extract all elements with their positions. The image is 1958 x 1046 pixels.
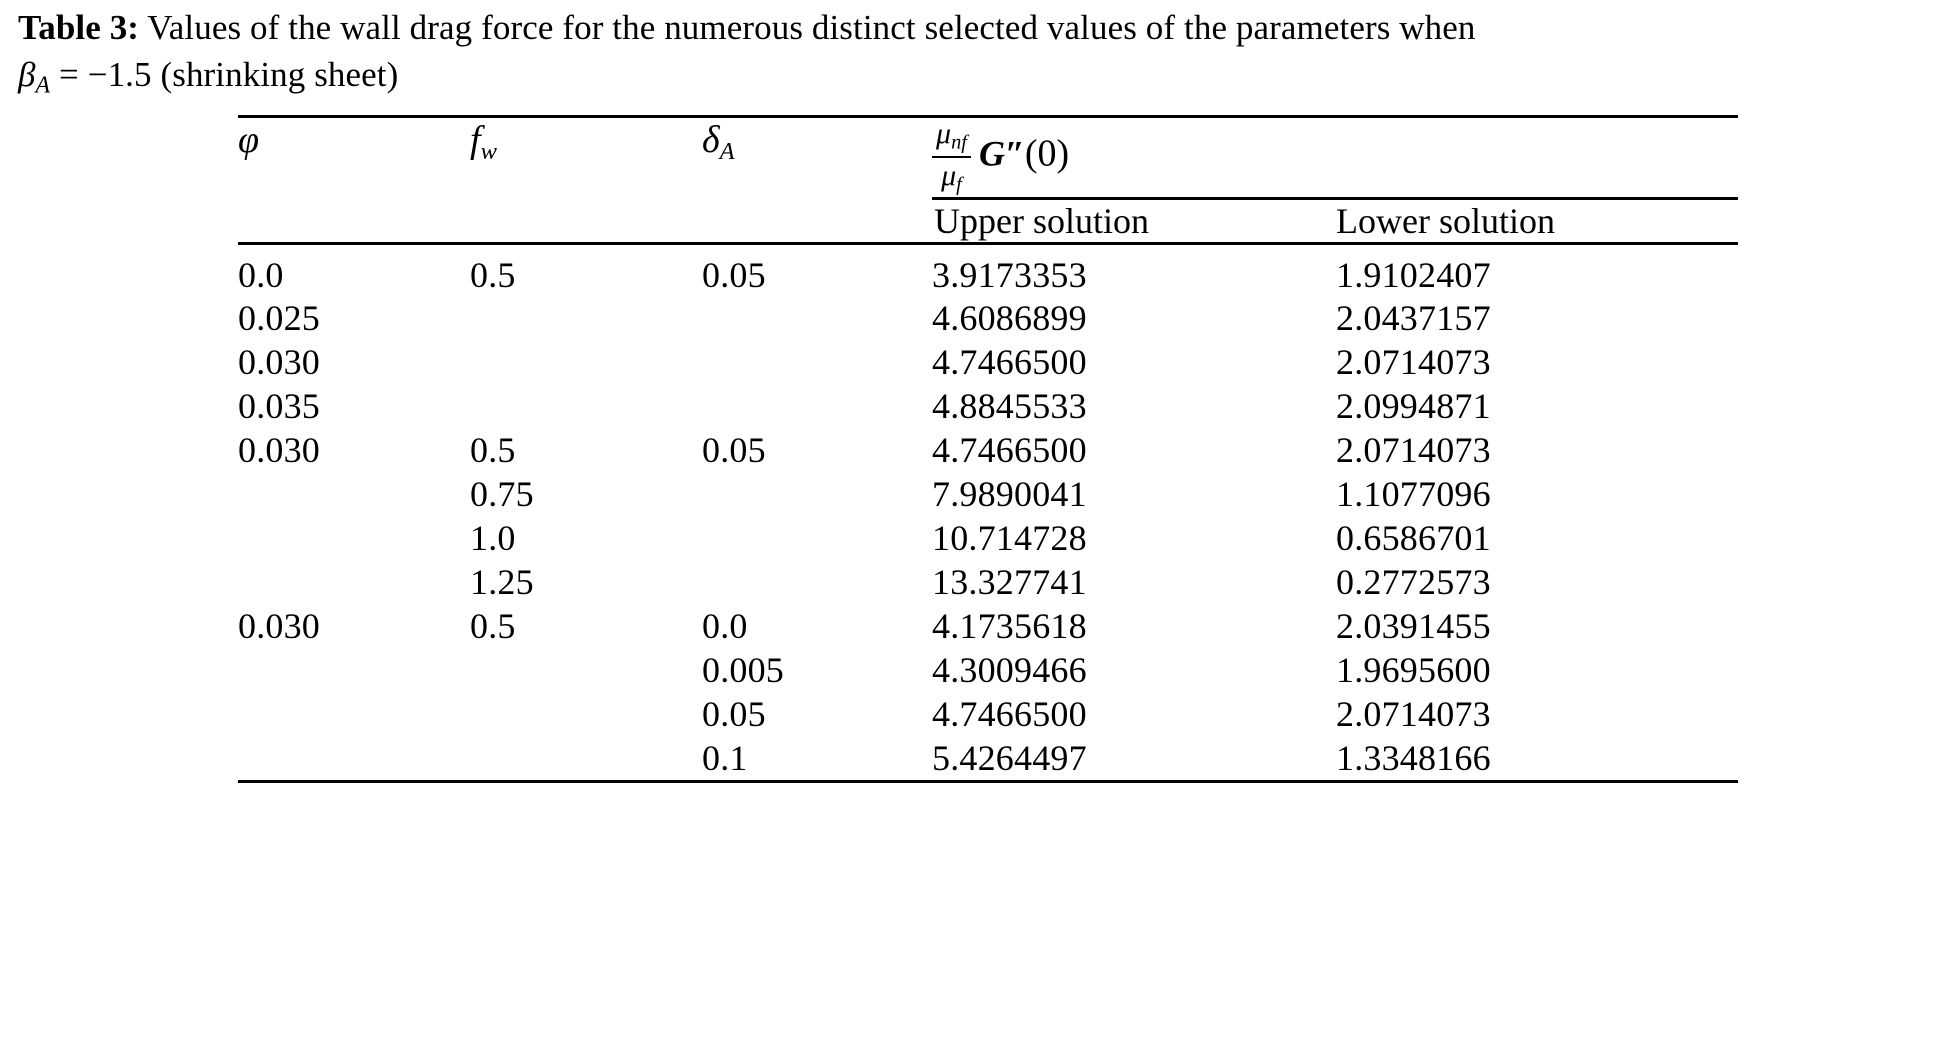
results-table	[238, 115, 1738, 794]
cell-fw	[470, 341, 702, 385]
cell-upper: 3.9173353	[932, 254, 1087, 295]
cell-upper: 4.6086899	[932, 298, 1087, 339]
cell-upper: 10.714728	[932, 518, 1087, 558]
delta-symbol: δ	[702, 118, 720, 161]
beta-value: = −1.5 (shrinking sheet)	[50, 54, 399, 94]
cell-lower: 1.9102407	[1336, 254, 1491, 295]
cell-upper: 4.1735618	[932, 605, 1087, 646]
cell-delta	[702, 561, 932, 605]
table-caption-line2	[18, 53, 1930, 101]
table-row	[238, 605, 1738, 649]
table-row	[238, 429, 1738, 473]
table-row	[238, 297, 1738, 341]
cell-delta	[702, 297, 932, 341]
table-bottom-rule	[238, 782, 1738, 794]
cell-lower: 2.0714073	[1336, 693, 1491, 734]
cell-delta	[702, 473, 932, 517]
cell-lower: 0.6586701	[1336, 518, 1491, 558]
table-row	[238, 561, 1738, 605]
beta-symbol: β	[18, 54, 36, 94]
viscosity-ratio-fraction	[932, 118, 971, 197]
cell-phi	[238, 693, 470, 737]
table-caption-label: Table 3:	[18, 8, 140, 47]
cell-delta: 0.1	[702, 737, 748, 778]
mu-nf-subscript: nf	[951, 131, 967, 154]
cell-phi	[238, 561, 470, 605]
cell-upper: 4.7466500	[932, 693, 1087, 734]
subheader-empty-delta	[702, 200, 932, 244]
cell-phi	[238, 517, 470, 561]
subheader-empty-phi	[238, 200, 470, 244]
table-header-row	[238, 118, 1738, 198]
header-delta	[702, 118, 932, 198]
delta-subscript: A	[719, 137, 735, 165]
cell-lower: 2.0391455	[1336, 605, 1491, 646]
cell-fw	[470, 649, 702, 693]
table-row	[238, 649, 1738, 693]
fraction-numerator	[932, 118, 971, 158]
subheader-empty-fw	[470, 200, 702, 244]
mu-f-symbol: μ	[941, 159, 957, 193]
subheader-lower-solution: Lower solution	[1336, 200, 1555, 241]
cell-lower: 2.0714073	[1336, 430, 1491, 471]
cell-upper: 4.8845533	[932, 386, 1087, 427]
cell-lower: 1.3348166	[1336, 737, 1491, 778]
beta-subscript: A	[35, 72, 51, 99]
cell-upper: 4.7466500	[932, 342, 1087, 383]
cell-phi	[238, 737, 470, 782]
cell-delta	[702, 341, 932, 385]
cell-fw: 0.75	[470, 474, 534, 515]
cell-lower: 1.1077096	[1336, 474, 1491, 515]
mu-nf-symbol: μ	[936, 116, 952, 150]
cell-fw	[470, 297, 702, 341]
cell-fw	[470, 737, 702, 782]
cell-delta: 0.05	[702, 430, 766, 471]
g-double-prime-symbol: G″	[978, 133, 1025, 174]
cell-phi: 0.025	[238, 298, 320, 339]
cell-lower: 0.2772573	[1336, 561, 1491, 602]
cell-upper: 4.3009466	[932, 649, 1087, 690]
table-container	[238, 115, 1738, 794]
cell-delta: 0.05	[702, 254, 766, 295]
cell-phi	[238, 649, 470, 693]
cell-fw: 0.5	[470, 605, 516, 646]
header-fw	[470, 118, 702, 198]
cell-fw: 0.5	[470, 254, 516, 295]
cell-upper: 13.327741	[932, 561, 1087, 602]
cell-fw: 1.25	[470, 561, 534, 602]
g-argument: (0)	[1024, 132, 1070, 175]
cell-delta	[702, 385, 932, 429]
cell-phi: 0.030	[238, 342, 320, 383]
table-caption	[18, 6, 1930, 101]
header-drag-force	[932, 118, 1738, 198]
cell-delta: 0.005	[702, 649, 784, 690]
cell-phi: 0.030	[238, 430, 320, 471]
cell-delta: 0.0	[702, 605, 748, 646]
cell-phi: 0.030	[238, 605, 320, 646]
fw-subscript: w	[480, 137, 497, 165]
cell-delta	[702, 517, 932, 561]
table-row	[238, 245, 1738, 298]
cell-lower: 1.9695600	[1336, 649, 1491, 690]
cell-fw: 1.0	[470, 518, 516, 558]
cell-upper: 5.4264497	[932, 737, 1087, 778]
cell-lower: 2.0714073	[1336, 342, 1491, 383]
cell-delta: 0.05	[702, 693, 766, 734]
header-phi	[238, 118, 470, 198]
fw-symbol: f	[470, 118, 481, 161]
cell-phi	[238, 473, 470, 517]
table-row	[238, 693, 1738, 737]
cell-upper: 7.9890041	[932, 474, 1087, 515]
cell-fw: 0.5	[470, 430, 516, 471]
table-row	[238, 517, 1738, 561]
cell-lower: 2.0437157	[1336, 298, 1491, 339]
table-row	[238, 341, 1738, 385]
table-caption-text: Values of the wall drag force for the numerous distinct selected values of the parameters when	[139, 8, 1476, 47]
cell-upper: 4.7466500	[932, 430, 1087, 471]
cell-lower: 2.0994871	[1336, 386, 1491, 427]
cell-fw	[470, 385, 702, 429]
table-row	[238, 385, 1738, 429]
table-row	[238, 737, 1738, 782]
table-subheader-row	[238, 200, 1738, 244]
cell-fw	[470, 693, 702, 737]
cell-phi: 0.0	[238, 254, 284, 295]
table-row	[238, 473, 1738, 517]
subheader-upper-solution: Upper solution	[934, 200, 1149, 241]
fraction-denominator	[932, 158, 971, 196]
phi-symbol: φ	[238, 118, 260, 161]
cell-phi: 0.035	[238, 386, 320, 427]
mu-f-subscript: f	[956, 173, 962, 196]
